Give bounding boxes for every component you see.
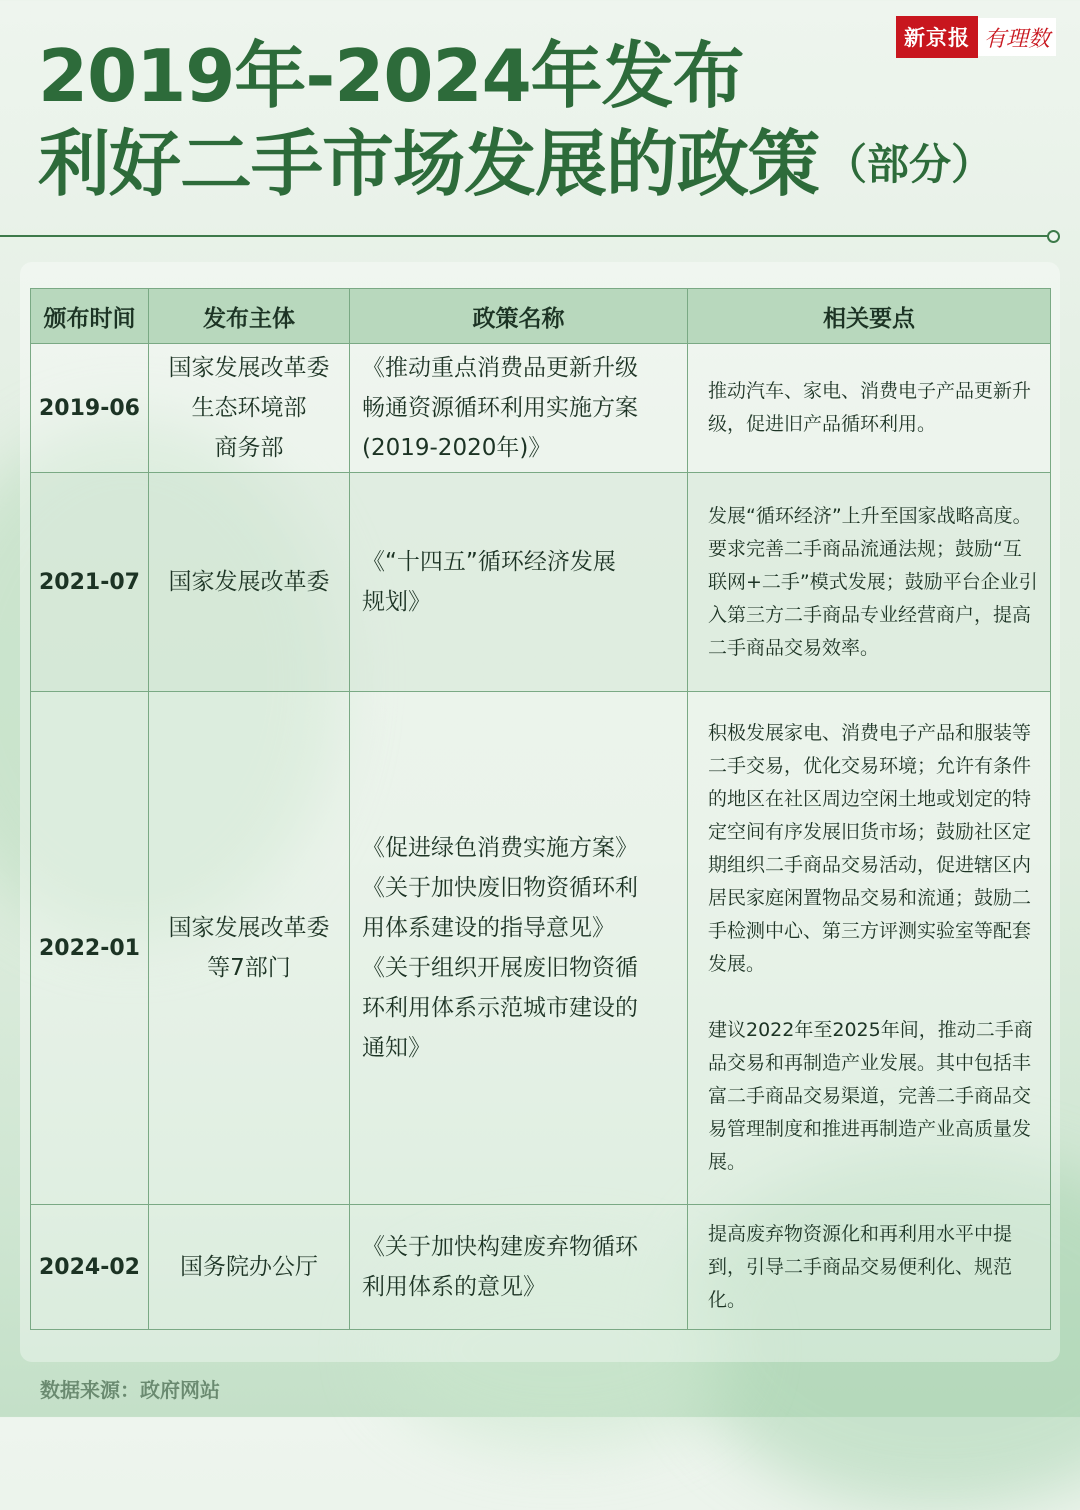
org-line: 国务院办公厅 — [180, 1254, 318, 1280]
cell-points — [688, 692, 1051, 1205]
org-line: 国家发展改革委 — [168, 355, 330, 381]
cell-points — [688, 344, 1051, 473]
header-date: 颁布时间 — [31, 289, 149, 344]
policy-line: 通知》 — [362, 1035, 431, 1061]
points-paragraph: 发展“循环经济”上升至国家战略高度。要求完善二手商品流通法规；鼓励“互联网+二手”模式发展；鼓励平台企业引入第三方二手商品专业经营商户，提高二手商品交易效率。 — [708, 504, 1038, 659]
data-source: 数据来源：政府网站 — [40, 1378, 220, 1402]
policy-table — [30, 288, 1051, 1330]
header-points: 相关要点 — [688, 289, 1051, 344]
policy-line: 环利用体系示范城市建设的 — [362, 995, 638, 1021]
policy-line: 《“十四五”循环经济发展 — [362, 549, 616, 575]
points-paragraph: 推动汽车、家电、消费电子产品更新升级，促进旧产品循环利用。 — [708, 380, 1032, 435]
policy-line: 《推动重点消费品更新升级 — [362, 355, 638, 381]
title-line-2 — [38, 122, 994, 206]
org-line: 国家发展改革委 — [168, 569, 330, 595]
cell-policy — [350, 344, 688, 473]
org-line: 国家发展改革委 — [168, 915, 330, 941]
header-org: 发布主体 — [149, 289, 350, 344]
cell-date: 2021-07 — [31, 473, 149, 692]
cell-date: 2022-01 — [31, 692, 149, 1205]
policy-line: 规划》 — [362, 589, 431, 615]
policy-line: 用体系建设的指导意见》 — [362, 915, 615, 941]
policy-line: 《关于组织开展废旧物资循 — [362, 955, 638, 981]
points-paragraph: 建议2022年至2025年间，推动二手商品交易和再制造产业发展。其中包括丰富二手商品交易渠道，完善二手商品交易管理制度和推进再制造产业高质量发展。 — [708, 1019, 1033, 1173]
brand-name: 新京报 — [896, 16, 978, 58]
brand-sub: 有理数 — [983, 26, 1050, 52]
cell-date: 2019-06 — [31, 344, 149, 473]
cell-policy — [350, 473, 688, 692]
cell-policy — [350, 692, 688, 1205]
cell-org — [149, 344, 350, 473]
title-main: 利好二手市场发展的政策 — [38, 122, 820, 206]
policy-line: 利用体系的意见》 — [362, 1274, 546, 1300]
divider-end-dot — [1047, 230, 1060, 243]
table-row — [31, 344, 1051, 473]
title-divider — [0, 235, 1050, 237]
points-paragraph: 积极发展家电、消费电子产品和服装等二手交易，优化交易环境；允许有条件的地区在社区周边空闲土地或划定的特定空间有序发展旧货市场；鼓励社区定期组织二手商品交易活动，促进辖区内居民家庭闲置物品交易和流通；鼓励二手检测中心、第三方评测实验室等配套发展。 — [708, 722, 1032, 975]
policy-line: 《关于加快废旧物资循环利 — [362, 875, 638, 901]
cell-policy — [350, 1205, 688, 1330]
table-row — [31, 473, 1051, 692]
policy-line: 《促进绿色消费实施方案》 — [362, 835, 638, 861]
org-line: 生态环境部 — [191, 395, 307, 421]
header-policy: 政策名称 — [350, 289, 688, 344]
org-line: 商务部 — [214, 435, 284, 461]
policy-line: 《关于加快构建废弃物循环 — [362, 1234, 638, 1260]
cell-org — [149, 1205, 350, 1330]
table-row — [31, 692, 1051, 1205]
cell-points — [688, 473, 1051, 692]
policy-line: 畅通资源循环利用实施方案 — [362, 395, 638, 421]
points-paragraph: 提高废弃物资源化和再利用水平中提到，引导二手商品交易便利化、规范化。 — [708, 1222, 1013, 1311]
table-header-row — [31, 289, 1051, 344]
title-note: （部分） — [825, 140, 994, 189]
cell-date: 2024-02 — [31, 1205, 149, 1330]
cell-org — [149, 692, 350, 1205]
org-line: 等7部门 — [207, 955, 291, 981]
cell-points — [688, 1205, 1051, 1330]
policy-line: (2019-2020年)》 — [362, 435, 552, 461]
title-line-1: 2019年-2024年发布 — [38, 34, 744, 118]
table-row — [31, 1205, 1051, 1330]
cell-org — [149, 473, 350, 692]
